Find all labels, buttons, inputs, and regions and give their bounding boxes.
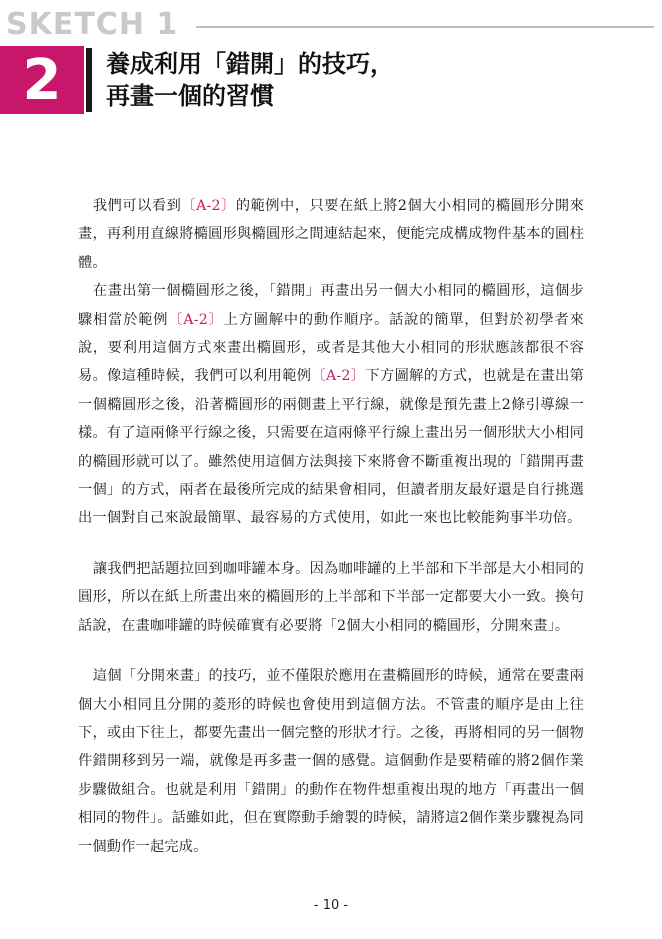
sketch-header	[0, 8, 662, 44]
page-number: - 10 -	[313, 898, 349, 913]
paragraph	[78, 662, 584, 861]
paragraph	[78, 277, 584, 533]
section-title	[106, 48, 626, 112]
figure-reference: 〔A-2〕	[181, 198, 236, 214]
sketch-label: SKETCH 1	[6, 7, 179, 42]
section-title-line-1: 養成利用「錯開」的技巧，	[106, 50, 394, 78]
figure-reference: 〔A-2〕	[168, 311, 224, 328]
paragraph-text: 讓我們把話題拉回到咖啡罐本身。因為咖啡罐的上半部和下半部是大小相同的圓形，所以在紙上所畫出來的橢圓形的上半部和下半部一定都要大小一致。換句話說，在畫咖啡罐的時候確實有必要將「2個大小相同的橢圓形，分開來畫」。	[78, 560, 584, 634]
paragraph-text: 上方圖解中的動作順序。話說的簡單，但對於初學者來說，要利用這個方式來畫出橢圓形，或者是其他大小相同的形狀應該都很不容易。像這種時候，我們可以利用範例	[78, 311, 584, 385]
title-bar	[86, 48, 92, 112]
section-number-box	[0, 46, 84, 114]
paragraph-text: 我們可以看到	[92, 198, 182, 214]
paragraph-text: 下方圖解的方式，也就是在畫出第一個橢圓形之後，沿著橢圓形的兩側畫上平行線，就像是預先畫上2條引導線一樣。有了這兩條平行線之後，只需要在這兩條平行線上畫出另一個形狀大小相同的橢圓形就可以了。雖然使用這個方法與接下來將會不斷重複出現的「錯開再畫一個」的方式，兩者在最後所完成的結果會相同，但讀者朋友最好還是自行挑選出一個對自己來說最簡單、最容易的方式使用，如此一來也比較能夠事半功倍。	[78, 368, 584, 527]
header-rule	[196, 26, 654, 28]
paragraph-text: 的範例中，只要在紙上將2個大小相同的橢圓形分開來畫，再利用直線將橢圓形與橢圓形之間連結起來，便能完成構成物件基本的圓柱體。	[78, 198, 584, 271]
paragraph-text: 在畫出第一個橢圓形之後，「錯開」再畫出另一個大小相同的橢圓形，這個步驟相當於範例	[78, 283, 584, 328]
paragraph	[78, 555, 584, 640]
body-text	[78, 192, 584, 861]
paragraph	[78, 192, 584, 277]
section-number: 2	[22, 47, 62, 113]
section-title-line-2: 再畫一個的習慣	[106, 82, 274, 110]
paragraph-text: 這個「分開來畫」的技巧，並不僅限於應用在畫橢圓形的時候，通常在要畫兩個大小相同且分開的菱形的時候也會使用到這個方法。不管畫的順序是由上往下，或由下往上，都要先畫出一個完整的形狀才行。之後，再將相同的另一個物件錯開移到另一端，就像是再多畫一個的感覺。這個動作是要精確的將2個作業步驟做組合。也就是利用「錯開」的動作在物件想重複出現的地方「再畫出一個相同的物件」。話雖如此，但在實際動手繪製的時候，請將這2個作業步驟視為同一個動作一起完成。	[78, 668, 584, 855]
figure-reference: 〔A-2〕	[311, 368, 366, 385]
